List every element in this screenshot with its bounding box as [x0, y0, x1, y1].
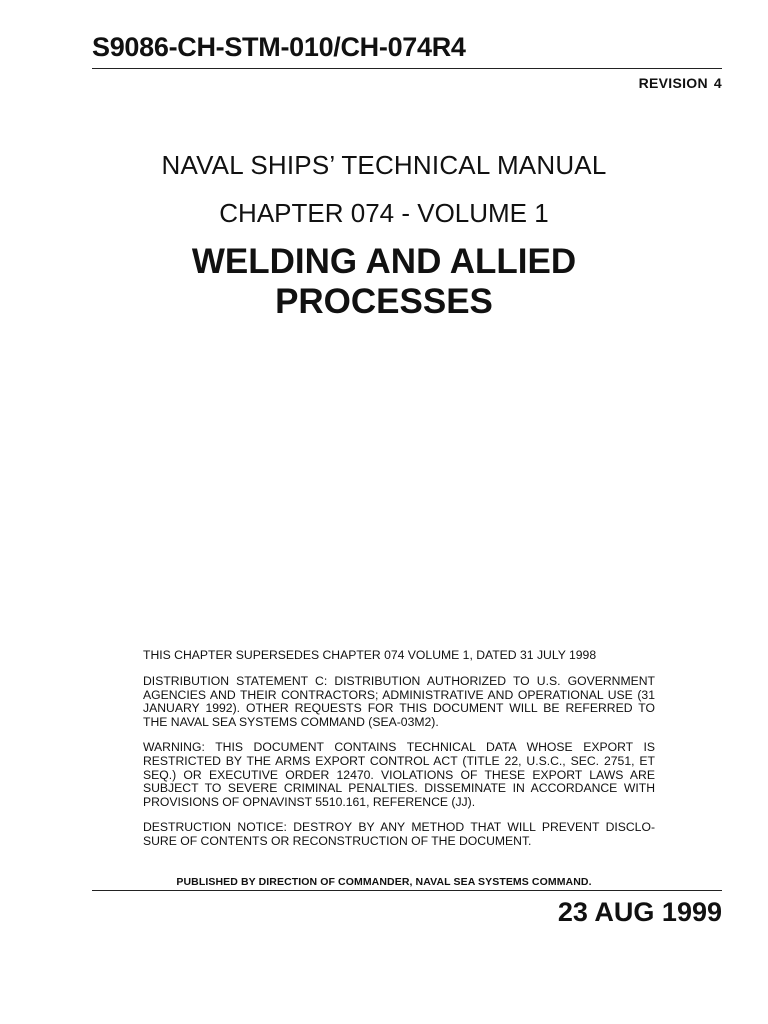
chapter-volume: CHAPTER 074 - VOLUME 1: [219, 198, 549, 228]
destruction-notice: DESTRUCTION NOTICE: DESTROY BY ANY METHOD THAT WILL PREVENT DISCLO-SURE OF CONTENTS OR RECONSTRUCTION OF THE DOCUMENT.: [143, 819, 655, 848]
published-by: PUBLISHED BY DIRECTION OF COMMANDER, NAVAL SEA SYSTEMS COMMAND.: [176, 876, 592, 888]
main-title: [0, 242, 768, 322]
notices-block: [143, 649, 655, 860]
distribution-statement: DISTRIBUTION STATEMENT C: DISTRIBUTION AUTHORIZED TO U.S. GOVERNMENT AGENCIES AND THEIR CONTRACTORS; ADMINISTRATIVE AND OPERATIONAL USE (31 JANUARY 1992). OTHER REQUESTS FOR THIS DOCUMENT WILL BE REFERRED TO THE NAVAL SEA SYSTEMS COMMAND (SEA-03M2).: [143, 673, 655, 730]
main-title-line1: WELDING AND ALLIED: [191, 242, 577, 281]
revision-label: REVISION: [638, 75, 708, 91]
document-number: S9086-CH-STM-010/CH-074R4: [92, 32, 466, 62]
manual-title: NAVAL SHIPS’ TECHNICAL MANUAL: [161, 150, 607, 180]
header-rule: [92, 68, 722, 69]
footer-rule: [92, 890, 722, 891]
publication-date: 23 AUG 1999: [557, 897, 722, 927]
main-title-line2: PROCESSES: [275, 282, 493, 321]
supersedes-notice: THIS CHAPTER SUPERSEDES CHAPTER 074 VOLUME 1, DATED 31 JULY 1998: [143, 648, 597, 662]
revision-number: 4: [713, 75, 722, 91]
revision-line: [639, 75, 722, 91]
export-warning: WARNING: THIS DOCUMENT CONTAINS TECHNICAL DATA WHOSE EXPORT IS RESTRICTED BY THE ARMS EXPORT CONTROL ACT (TITLE 22, U.S.C., SEC. 2751, ET SEQ.) OR EXECUTIVE ORDER 12470. VIOLATIONS OF THESE EXPORT LAWS ARE SUBJECT TO SEVERE CRIMINAL PENALTIES. DISSEMINATE IN ACCORDANCE WITH PROVISIONS OF OPNAVINST 5510.161, REFERENCE (JJ).: [143, 739, 655, 810]
